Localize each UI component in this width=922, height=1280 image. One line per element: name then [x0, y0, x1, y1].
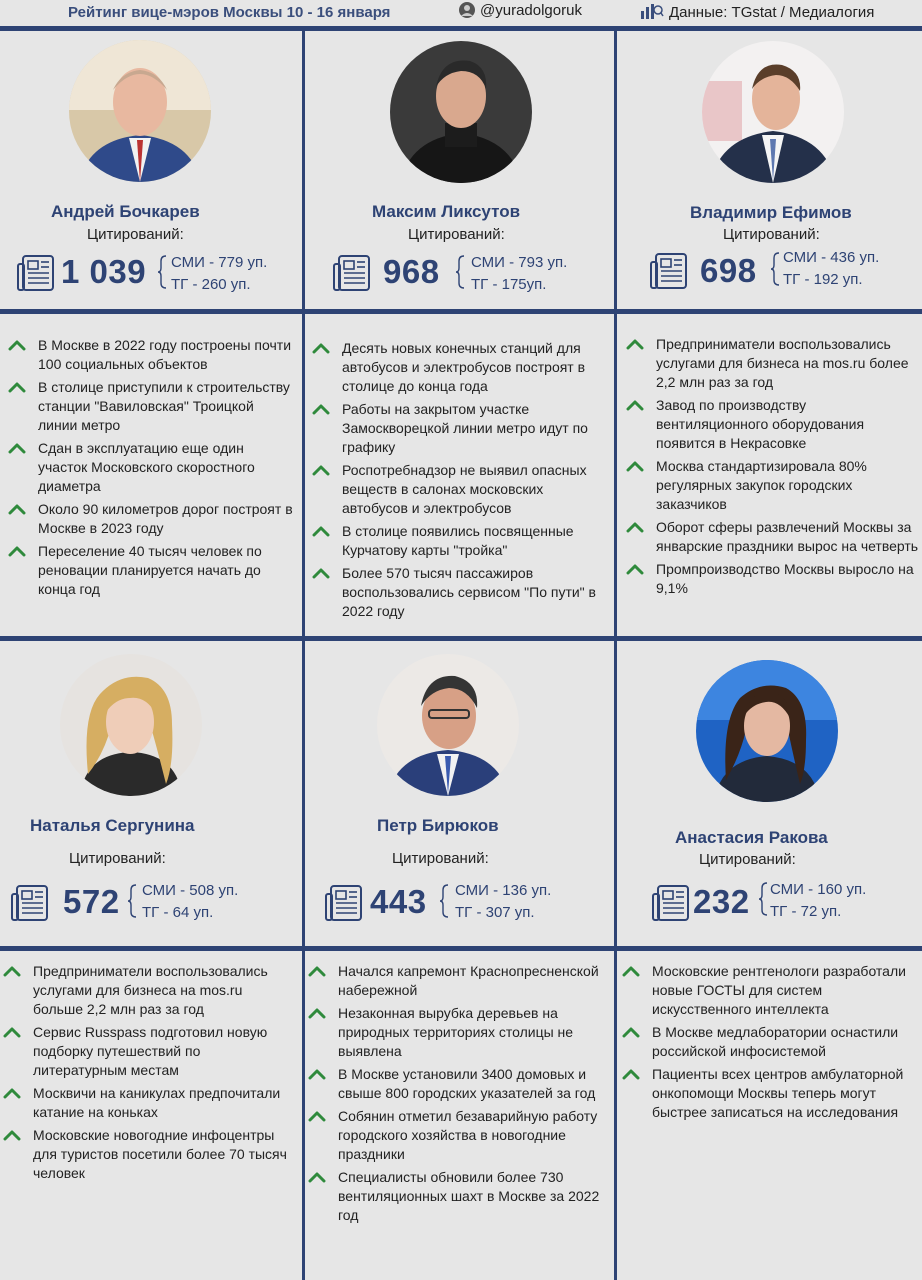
avatar: [696, 660, 838, 802]
tg-count: ТГ - 260 уп.: [171, 276, 251, 293]
news-item: [342, 339, 608, 396]
news-item: [342, 522, 608, 560]
newspaper-icon: [325, 884, 363, 922]
news-list: [656, 335, 922, 602]
news-list: [33, 962, 295, 1187]
citations-label: Цитирований:: [392, 850, 489, 867]
chevron-up-icon: [308, 1171, 326, 1183]
news-text: Завод по производству вентиляционного оборудования появится в Некрасовке: [656, 397, 865, 451]
chevron-up-icon: [312, 525, 330, 537]
news-item: [338, 1065, 608, 1103]
chevron-up-icon: [312, 342, 330, 354]
news-item: [33, 1126, 295, 1183]
citation-total: 1 039: [61, 253, 147, 290]
person-name: Петр Бирюков: [377, 816, 499, 835]
newspaper-icon: [11, 884, 49, 922]
news-item: [338, 962, 608, 1000]
news-item: [652, 1023, 914, 1061]
citation-breakdown: [455, 880, 551, 924]
tg-count: ТГ - 307 уп.: [455, 904, 535, 921]
chevron-up-icon: [626, 399, 644, 411]
citation-breakdown: [142, 880, 238, 924]
news-text: Сдан в эксплуатацию еще один участок Московского скоростного диаметра: [38, 440, 255, 494]
news-item: [33, 962, 295, 1019]
news-text: Десять новых конечных станций для автобусов и электробусов построят в столице до конца года: [342, 340, 586, 394]
citation-total: 968: [383, 253, 440, 290]
news-text: Более 570 тысяч пассажиров воспользовались сервисом "По пути" в 2022 году: [342, 565, 596, 619]
person-name: Анастасия Ракова: [675, 828, 828, 847]
avatar-icon: [459, 2, 475, 18]
divider: [614, 31, 617, 1280]
news-item: [38, 378, 296, 435]
citation-total: 698: [700, 252, 757, 289]
chevron-up-icon: [626, 338, 644, 350]
portrait-icon: [69, 40, 211, 182]
chevron-up-icon: [308, 1007, 326, 1019]
news-item: [38, 336, 296, 374]
chevron-up-icon: [308, 1068, 326, 1080]
news-item: [656, 518, 922, 556]
news-text: Промпроизводство Москвы выросло на 9,1%: [656, 561, 914, 596]
news-text: Московские новогодние инфоцентры для туристов посетили более 70 тысяч человек: [33, 1127, 287, 1181]
news-item: [38, 542, 296, 599]
handle-text: @yuradolgoruk: [480, 2, 582, 19]
tg-count: ТГ - 72 уп.: [770, 903, 842, 920]
divider: [302, 31, 305, 1280]
chevron-up-icon: [622, 1068, 640, 1080]
news-list: [342, 339, 608, 625]
newspaper-icon: [650, 252, 688, 290]
chevron-up-icon: [312, 567, 330, 579]
citation-breakdown: [783, 247, 879, 291]
chevron-up-icon: [8, 442, 26, 454]
news-text: Предприниматели воспользовались услугами для бизнеса на mos.ru более 2,2 млн раз за год: [656, 336, 909, 390]
header: [0, 0, 922, 26]
chevron-up-icon: [8, 339, 26, 351]
news-text: Роспотребнадзор не выявил опасных веществ в салонах московских автобусов и электробусов: [342, 462, 587, 516]
news-text: Пациенты всех центров амбулаторной онкопомощи Москвы теперь могут быстрее записаться на исследования: [652, 1066, 904, 1120]
portrait-icon: [696, 660, 838, 802]
news-item: [656, 335, 922, 392]
news-text: Собянин отметил безаварийную работу городского хозяйства в новогодние праздники: [338, 1108, 598, 1162]
person-name: Андрей Бочкарев: [51, 202, 200, 221]
brace-icon: [770, 252, 780, 286]
page-title: Рейтинг вице-мэров Москвы 10 - 16 января: [68, 4, 391, 21]
chevron-up-icon: [3, 1026, 21, 1038]
brace-icon: [439, 884, 449, 918]
news-text: В Москве в 2022 году построены почти 100 социальных объектов: [38, 337, 292, 372]
chevron-up-icon: [3, 965, 21, 977]
avatar: [702, 41, 844, 183]
news-text: Около 90 километров дорог построят в Москве в 2023 году: [38, 501, 293, 536]
news-item: [38, 500, 296, 538]
chevron-up-icon: [626, 563, 644, 575]
news-item: [342, 461, 608, 518]
news-text: Переселение 40 тысяч человек по реновации планируется начать до конца год: [38, 543, 262, 597]
news-item: [33, 1084, 295, 1122]
citations-label: Цитирований:: [408, 226, 505, 243]
citation-breakdown: [171, 252, 267, 296]
news-text: Незаконная вырубка деревьев на природных территориях столицы не выявлена: [338, 1005, 574, 1059]
portrait-icon: [390, 41, 532, 183]
citation-total: 232: [693, 883, 750, 920]
chevron-up-icon: [8, 545, 26, 557]
data-source: [640, 2, 874, 21]
news-text: Предприниматели воспользовались услугами для бизнеса на mos.ru больше 2,2 млн раз за год: [33, 963, 268, 1017]
smi-count: СМИ - 136 уп.: [455, 882, 552, 899]
news-text: Работы на закрытом участке Замоскворецкой линии метро идут по графику: [342, 401, 588, 455]
news-text: Специалисты обновили более 730 вентиляционных шахт в Москве за 2022 год: [338, 1169, 600, 1223]
news-list: [38, 336, 296, 603]
news-text: Москвичи на каникулах предпочитали катание на коньках: [33, 1085, 281, 1120]
news-text: В Москве установили 3400 домовых и свыше 800 городских указателей за год: [338, 1066, 596, 1101]
divider: [0, 636, 922, 641]
portrait-icon: [377, 654, 519, 796]
newspaper-icon: [652, 884, 690, 922]
news-item: [38, 439, 296, 496]
avatar: [377, 654, 519, 796]
person-name: Наталья Сергунина: [30, 816, 195, 835]
news-item: [656, 457, 922, 514]
news-text: В столице появились посвященные Курчатову карты "тройка": [342, 523, 574, 558]
divider: [0, 946, 922, 951]
smi-count: СМИ - 793 уп.: [471, 254, 568, 271]
divider: [0, 309, 922, 314]
chevron-up-icon: [8, 503, 26, 515]
tg-count: ТГ - 192 уп.: [783, 271, 863, 288]
news-item: [652, 1065, 914, 1122]
news-item: [342, 564, 608, 621]
tg-count: ТГ - 64 уп.: [142, 904, 214, 921]
chevron-up-icon: [622, 1026, 640, 1038]
news-item: [342, 400, 608, 457]
smi-count: СМИ - 160 уп.: [770, 881, 867, 898]
news-list: [338, 962, 608, 1229]
news-item: [338, 1107, 608, 1164]
news-item: [652, 962, 914, 1019]
citation-total: 443: [370, 883, 427, 920]
news-text: Сервис Russpass подготовил новую подборку путешествий по литературным местам: [33, 1024, 268, 1078]
news-text: В Москве медлаборатории оснастили российской инфосистемой: [652, 1024, 899, 1059]
news-text: Оборот сферы развлечений Москвы за январские праздники вырос на четверть: [656, 519, 919, 554]
chevron-up-icon: [8, 381, 26, 393]
news-text: Начался капремонт Краснопресненской набережной: [338, 963, 599, 998]
person-name: Максим Ликсутов: [372, 202, 521, 221]
news-item: [338, 1004, 608, 1061]
chevron-up-icon: [626, 521, 644, 533]
brace-icon: [157, 255, 167, 289]
source-text: Данные: TGstat / Медиалогия: [669, 4, 875, 21]
newspaper-icon: [333, 254, 371, 292]
newspaper-icon: [17, 254, 55, 292]
analytics-icon: [640, 2, 664, 20]
news-item: [33, 1023, 295, 1080]
author-handle[interactable]: [459, 2, 582, 19]
chevron-up-icon: [3, 1129, 21, 1141]
citations-label: Цитирований:: [87, 226, 184, 243]
brace-icon: [127, 884, 137, 918]
avatar: [390, 41, 532, 183]
smi-count: СМИ - 436 уп.: [783, 249, 880, 266]
news-list: [652, 962, 914, 1126]
news-text: Москва стандартизировала 80% регулярных закупок городских заказчиков: [656, 458, 867, 512]
chevron-up-icon: [622, 965, 640, 977]
citation-total: 572: [63, 883, 120, 920]
citations-label: Цитирований:: [69, 850, 166, 867]
chevron-up-icon: [312, 403, 330, 415]
person-name: Владимир Ефимов: [690, 203, 852, 222]
news-item: [656, 560, 922, 598]
news-text: В столице приступили к строительству станции "Вавиловская" Троицкой линии метро: [38, 379, 290, 433]
tg-count: ТГ - 175уп.: [471, 276, 547, 293]
chevron-up-icon: [626, 460, 644, 472]
smi-count: СМИ - 508 уп.: [142, 882, 239, 899]
avatar: [60, 654, 202, 796]
citation-breakdown: [471, 252, 567, 296]
avatar: [69, 40, 211, 182]
chevron-up-icon: [308, 965, 326, 977]
divider: [0, 26, 922, 31]
chevron-up-icon: [3, 1087, 21, 1099]
brace-icon: [758, 882, 768, 916]
citations-label: Цитирований:: [699, 851, 796, 868]
portrait-icon: [60, 654, 202, 796]
citations-label: Цитирований:: [723, 226, 820, 243]
chevron-up-icon: [308, 1110, 326, 1122]
citation-breakdown: [770, 879, 866, 923]
news-item: [338, 1168, 608, 1225]
brace-icon: [455, 255, 465, 289]
smi-count: СМИ - 779 уп.: [171, 254, 268, 271]
portrait-icon: [702, 41, 844, 183]
chevron-up-icon: [312, 464, 330, 476]
news-text: Московские рентгенологи разработали новые ГОСТЫ для систем искусственного интеллекта: [652, 963, 906, 1017]
news-item: [656, 396, 922, 453]
